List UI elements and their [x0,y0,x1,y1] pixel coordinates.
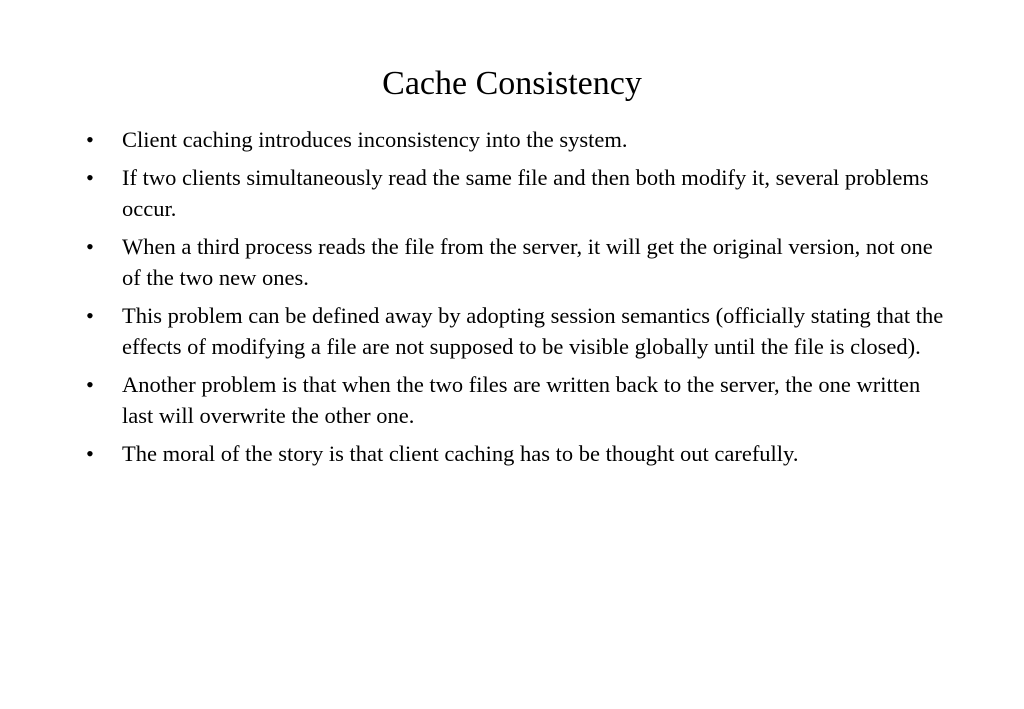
bullet-item [84,231,944,294]
bullet-item [84,162,944,225]
bullet-text: Another problem is that when the two files are written back to the server, the one written last will overwrite the other one. [122,371,921,428]
bullet-marker: • [86,164,94,190]
bullet-text: When a third process reads the file from the server, it will get the original version, not one of the two new ones. [122,233,933,290]
bullet-text: If two clients simultaneously read the same file and then both modify it, several problems occur. [122,164,929,221]
bullet-text: The moral of the story is that client caching has to be thought out carefully. [122,440,799,466]
bullet-marker: • [86,302,94,328]
bullet-marker: • [86,440,94,466]
slide-title: Cache Consistency [382,65,642,102]
bullet-list [84,124,944,475]
bullet-item [84,438,944,470]
bullet-text: Client caching introduces inconsistency into the system. [122,127,628,152]
bullet-marker: • [86,233,94,259]
bullet-item [84,300,944,363]
bullet-marker: • [86,127,94,152]
bullet-marker: • [86,371,94,397]
bullet-item [84,369,944,432]
bullet-item [84,124,944,156]
bullet-text: This problem can be defined away by adopting session semantics (officially stating that the effects of modifying a file are not supposed to be visible globally until the file is closed). [122,302,944,359]
